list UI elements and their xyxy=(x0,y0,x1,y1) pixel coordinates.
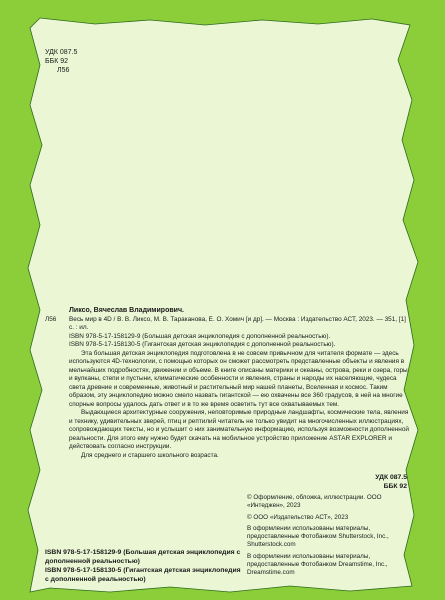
copyright-line: © ООО «Издательство АСТ», 2023 xyxy=(247,513,349,521)
isbn-block xyxy=(45,548,245,584)
isbn-line-1: ISBN 978-5-17-158129-9 (Большая детская энциклопедия с дополненной реальностью). xyxy=(69,332,331,340)
bibliographic-record xyxy=(45,307,411,460)
udk-code-bottom: УДК 087.5 xyxy=(375,474,407,481)
credits-line: В оформлении использованы материалы, предоставленные Фотобанком Shutterstock, Inc., Shutterstock.com xyxy=(247,524,389,549)
classification-top xyxy=(45,48,77,75)
copyright-line: © Оформление, обложка, иллюстрации. ООО «Интеджен», 2023 xyxy=(247,494,382,510)
isbn-line-2: ISBN 978-5-17-158130-5 (Гигантская детская энциклопедия с дополненной реальностью). xyxy=(69,341,336,348)
record-author-mark: Л56 xyxy=(45,315,57,323)
annotation-paragraph: Выдающиеся архитектурные сооружения, неповторимые природные ландшафты, космические тела, явления и технику, удивительных зверей, птиц и рептилий читатель не только увидит на многочисленных иллюстрациях, сопровождающих тексты, но и услышит о них занимательную информацию, используя возможности дополненной реальности. Для этого ему нужно будет скачать на мобильное устройство приложение ASTAR EXPLORER и действовать согласно инструкции. xyxy=(69,409,409,450)
audience-note: Для среднего и старшего школьного возраста. xyxy=(81,451,219,459)
isbn-bottom-2: ISBN 978-5-17-158130-5 (Гигантская детская энциклопедия с дополненной реальностью) xyxy=(45,567,241,583)
copyright-notices xyxy=(247,494,417,581)
title-line: Весь мир в 4D / В. В. Ликсо, М. В. Тараканова, Е. О. Хомич [и др]. — Москва : Издательство АСТ, 2023. — 351, [1] с. : ил. xyxy=(69,315,406,331)
credits-line: В оформлении использованы материалы, предоставленные Фотобанком Dreamstime, Inc., Dreamstime.com xyxy=(247,552,388,577)
annotation-paragraph: Эта большая детская энциклопедия подготовлена в не совсем привычном для читателя формате — здесь используются 4D-технологии, с помощью которых он сможет рассмотреть представленные объекты и явления в мельчайших подробностях, движении и объеме. В книге описаны материки и океаны, острова, реки и озера, горы и вулканы, степи и пустыни, климатические особенности и явления, страны и народы их населяющие, чудеса света древние и современные, животный и растительный мир нашей планеты, Вселенная и космос. Таким образом, эту энциклопедию можно смело назвать гигантской — ею охвачены все 360 градусов, в ней на многие спорные вопросы удалось дать ответ и в то же время осветить тут все охватываемых тем. xyxy=(69,349,408,408)
title-row xyxy=(45,316,411,333)
bbk-code: ББК 92 xyxy=(45,58,68,65)
udk-code: УДК 087.5 xyxy=(45,49,78,56)
isbn-bottom-1: ISBN 978-5-17-158129-9 (Большая детская энциклопедия с дополненной реальностью) xyxy=(45,549,241,565)
bbk-code-bottom: ББК 92 xyxy=(383,483,407,490)
author-mark: Л56 xyxy=(57,67,70,74)
author-name: Ликсо, Вячеслав Владимирович. xyxy=(69,307,184,314)
classification-bottom xyxy=(375,473,407,491)
